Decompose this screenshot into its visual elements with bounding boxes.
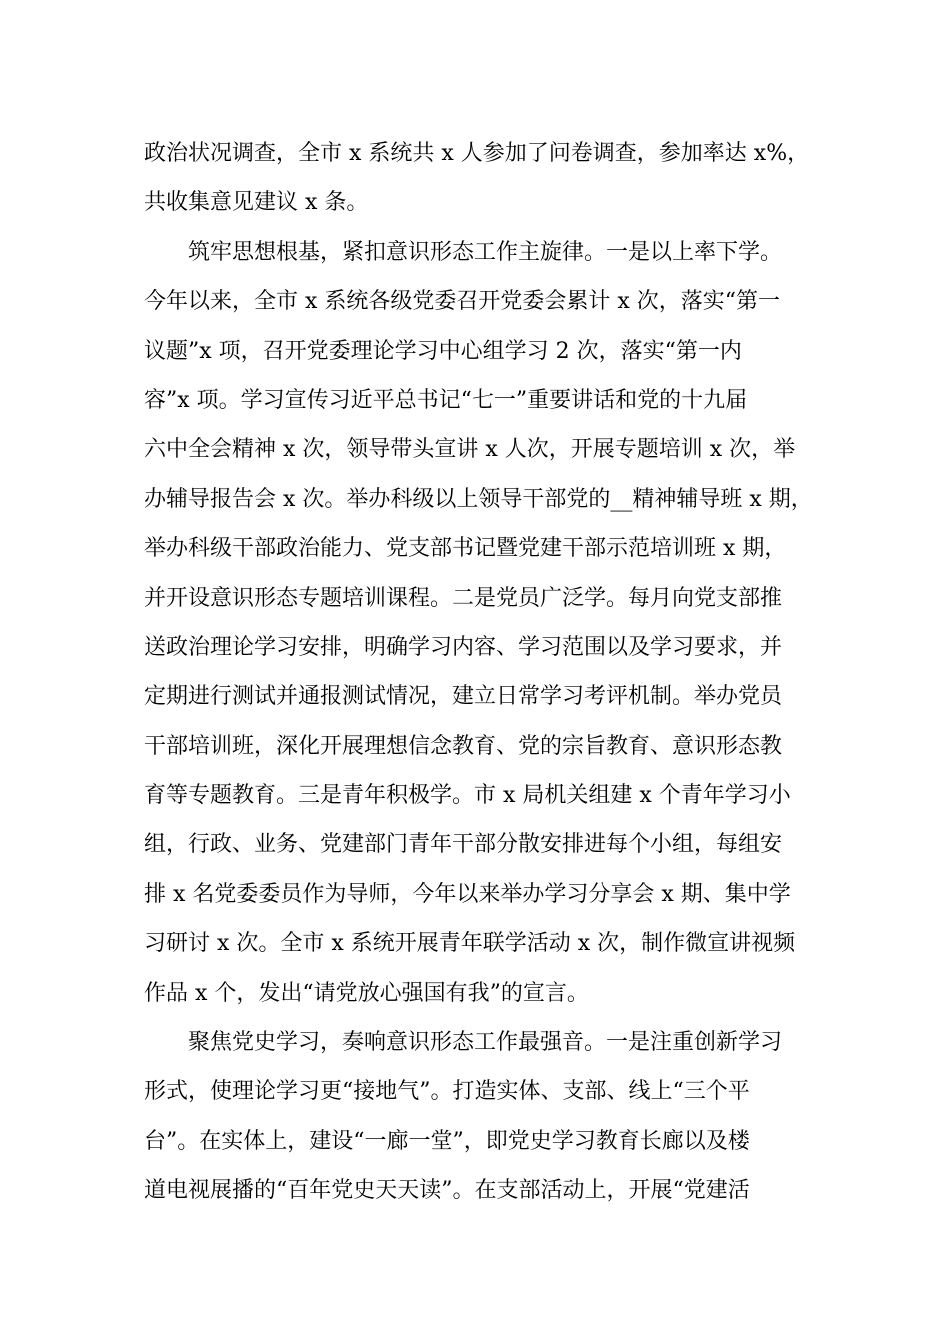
text-line: 排 x 名党委委员作为导师，今年以来举办学习分享会 x 期、集中学 [144, 881, 791, 907]
text-line: 六中全会精神 x 次，领导带头宣讲 x 人次，开展专题培训 x 次，举 [144, 437, 796, 463]
text-line: 育等专题教育。三是青年积极学。市 x 局机关组建 x 个青年学习小 [144, 783, 791, 809]
text-line: 定期进行测试并通报测试情况，建立日常学习考评机制。举办党员 [144, 684, 783, 710]
text-line: 聚焦党史学习，奏响意识形态工作最强音。一是注重创新学习 [188, 1030, 783, 1056]
text-line: 并开设意识形态专题培训课程。二是党员广泛学。每月向党支部推 [144, 585, 783, 611]
text-line: 办辅导报告会 x 次。举办科级以上领导干部党的__精神辅导班 x 期， [144, 486, 813, 512]
text-line: 习研讨 x 次。全市 x 系统开展青年联学活动 x 次，制作微宣讲视频 [144, 931, 796, 957]
text-line: 共收集意见建议 x 条。 [144, 190, 369, 216]
text-line: 干部培训班，深化开展理想信念教育、党的宗旨教育、意识形态教 [144, 733, 783, 759]
text-line: 今年以来，全市 x 系统各级党委召开党委会累计 x 次，落实“第一 [144, 289, 781, 315]
text-line: 组，行政、业务、党建部门青年干部分散安排进每个小组，每组安 [144, 832, 783, 858]
text-line: 筑牢思想根基，紧扣意识形态工作主旋律。一是以上率下学。 [188, 239, 783, 265]
text-line: 作品 x 个，发出“请党放心强国有我”的宣言。 [144, 980, 589, 1006]
text-line: 举办科级干部政治能力、党支部书记暨党建干部示范培训班 x 期， [144, 536, 787, 562]
text-line: 容”x 项。学习宣传习近平总书记“七一”重要讲话和党的十九届 [144, 387, 748, 413]
text-line: 台”。在实体上，建设“一廊一堂”，即党史学习教育长廊以及楼 [144, 1128, 750, 1154]
text-line: 形式，使理论学习更“接地气”。打造实体、支部、线上“三个平 [144, 1079, 750, 1105]
text-line: 道电视展播的“百年党史天天读”。在支部活动上，开展“党建活 [144, 1178, 750, 1204]
text-line: 送政治理论学习安排，明确学习内容、学习范围以及学习要求，并 [144, 634, 783, 660]
text-line: 政治状况调查，全市 x 系统共 x 人参加了问卷调查，参加率达 x%， [144, 141, 810, 166]
text-line: 议题”x 项，召开党委理论学习中心组学习 2 次，落实“第一内 [144, 338, 742, 364]
document-body [144, 129, 814, 1216]
